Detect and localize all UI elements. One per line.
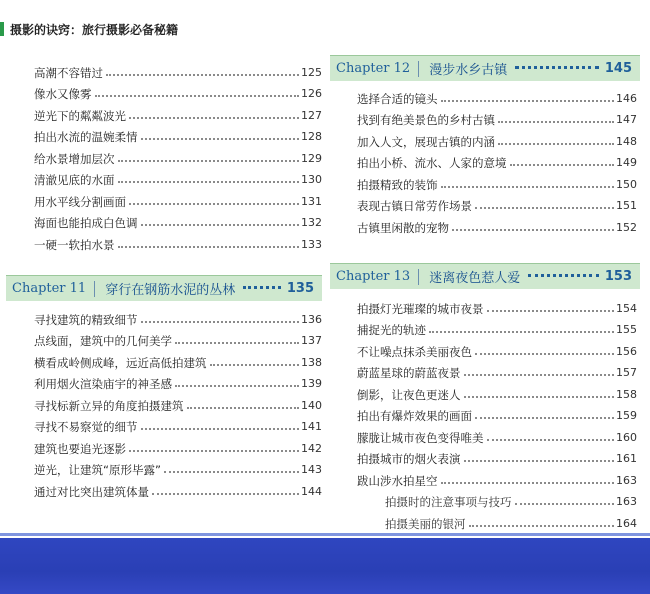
- entry-page-number: 143: [301, 463, 322, 476]
- chapter-title: 迷离夜色惹人爱: [429, 271, 521, 286]
- toc-list-chapter-13: [357, 294, 637, 531]
- entry-title: 跋山涉水拍星空: [357, 473, 438, 488]
- entry-page-number: 147: [616, 113, 637, 126]
- toc-entry[interactable]: [357, 337, 637, 359]
- entry-title: 不让噪点抹杀美丽夜色: [357, 344, 472, 359]
- entry-title: 拍出有爆炸效果的画面: [357, 409, 472, 423]
- leader-dots: [95, 95, 300, 97]
- leader-dots: [441, 186, 615, 188]
- entry-page-number: 137: [301, 334, 322, 347]
- entry-page-number: 131: [301, 194, 322, 208]
- entry-title: 寻找不易察觉的细节: [34, 420, 138, 434]
- page-title: 摄影的诀窍：旅行摄影必备秘籍: [10, 22, 179, 37]
- entry-title: 表现古镇日常劳作场景: [357, 199, 472, 213]
- chapter-title: 漫步水乡古镇: [429, 63, 508, 78]
- entry-page-number: 158: [616, 387, 637, 401]
- entry-title: 清澈见底的水面: [34, 173, 115, 187]
- chapter-page: 135: [286, 281, 314, 296]
- toc-subentry[interactable]: [357, 488, 637, 510]
- chapter-label: Chapter 12: [336, 61, 411, 76]
- entry-title: 朦胧让城市夜色变得唯美: [357, 430, 484, 445]
- entry-page-number: 132: [301, 216, 322, 229]
- entry-page-number: 127: [301, 108, 322, 122]
- leader-dots: [487, 439, 615, 441]
- footer-band: [0, 538, 650, 594]
- leader-dots: [498, 121, 614, 123]
- entry-title: 选择合适的镜头: [357, 91, 438, 106]
- toc-entry[interactable]: [357, 149, 637, 171]
- entry-page-number: 154: [616, 301, 637, 315]
- entry-page-number: 148: [616, 134, 637, 148]
- chapter-13-header[interactable]: [330, 263, 640, 289]
- toc-entry[interactable]: [357, 402, 637, 424]
- leader-dots: [464, 374, 615, 376]
- leader-dots: [498, 143, 614, 145]
- entry-title: 像水又像雾: [34, 87, 92, 101]
- entry-page-number: 133: [301, 237, 322, 251]
- toc-entry[interactable]: [357, 445, 637, 467]
- leader-dots: [475, 417, 614, 419]
- toc-entry[interactable]: [357, 380, 637, 402]
- entry-page-number: 163: [616, 473, 637, 487]
- entry-title: 古镇里闲散的宠物: [357, 220, 449, 235]
- leader-dots: [464, 396, 615, 398]
- entry-page-number: 138: [301, 355, 322, 369]
- entry-title: 逆光，让建筑“原形毕露”: [34, 463, 161, 477]
- toc-entry[interactable]: [34, 434, 322, 456]
- entry-page-number: 163: [616, 495, 637, 508]
- entry-title: 海面也能拍成白色调: [34, 216, 138, 230]
- chapter-separator: [94, 281, 95, 297]
- leader-dots: [452, 229, 614, 231]
- toc-entry[interactable]: [34, 370, 322, 392]
- entry-title: 用水平线分割画面: [34, 194, 126, 209]
- chapter-dots: [243, 286, 281, 289]
- leader-dots: [210, 364, 300, 366]
- leader-dots: [129, 450, 299, 452]
- entry-title: 拍摄城市的烟火表演: [357, 452, 461, 466]
- toc-entry[interactable]: [34, 391, 322, 413]
- toc-entry[interactable]: [357, 192, 637, 214]
- entry-title: 拍摄美丽的银河: [385, 516, 466, 531]
- toc-entry[interactable]: [357, 294, 637, 316]
- toc-entry[interactable]: [34, 327, 322, 349]
- entry-title: 倒影，让夜色更迷人: [357, 387, 461, 402]
- toc-entry[interactable]: [34, 305, 322, 327]
- leader-dots: [441, 482, 615, 484]
- entry-page-number: 164: [616, 516, 637, 530]
- entry-page-number: 161: [616, 452, 637, 465]
- entry-title: 加入人文，展现古镇的内涵: [357, 134, 495, 149]
- toc-entry[interactable]: [34, 209, 322, 231]
- chapter-11-header[interactable]: [6, 275, 322, 301]
- leader-dots: [141, 321, 300, 323]
- leader-dots: [141, 224, 300, 226]
- leader-dots: [175, 385, 299, 387]
- leader-dots: [106, 74, 299, 76]
- entry-title: 给水景增加层次: [34, 151, 115, 166]
- chapter-separator: [418, 61, 419, 77]
- chapter-dots: [528, 274, 599, 277]
- leader-dots: [441, 100, 615, 102]
- footer-rule: [0, 533, 650, 536]
- entry-page-number: 146: [616, 91, 637, 105]
- entry-title: 拍出水流的温婉柔情: [34, 130, 138, 144]
- entry-title: 蔚蓝星球的蔚蓝夜景: [357, 366, 461, 380]
- leader-dots: [469, 525, 615, 527]
- leader-dots: [487, 310, 615, 312]
- toc-entry[interactable]: [34, 187, 322, 209]
- toc-entry[interactable]: [357, 423, 637, 445]
- entry-page-number: 160: [616, 430, 637, 444]
- leader-dots: [129, 203, 299, 205]
- entry-page-number: 130: [301, 173, 322, 186]
- entry-page-number: 150: [616, 177, 637, 191]
- chapter-page: 153: [604, 269, 632, 284]
- entry-title: 寻找标新立异的角度拍摄建筑: [34, 398, 184, 413]
- toc-entry[interactable]: [357, 170, 637, 192]
- toc-entry[interactable]: [357, 127, 637, 149]
- leader-dots: [152, 493, 299, 495]
- entry-title: 找到有绝美景色的乡村古镇: [357, 113, 495, 127]
- entry-page-number: 142: [301, 441, 322, 455]
- entry-title: 通过对比突出建筑体量: [34, 484, 149, 499]
- toc-entry[interactable]: [34, 101, 322, 123]
- toc-entry[interactable]: [34, 80, 322, 102]
- entry-title: 点线面，建筑中的几何美学: [34, 334, 172, 348]
- leader-dots: [464, 460, 615, 462]
- leader-dots: [164, 471, 299, 473]
- leader-dots: [141, 138, 300, 140]
- entry-title: 拍摄时的注意事项与技巧: [385, 495, 512, 509]
- leader-dots: [510, 164, 615, 166]
- entry-page-number: 141: [301, 420, 322, 433]
- toc-entry[interactable]: [357, 466, 637, 488]
- toc-entry[interactable]: [34, 477, 322, 499]
- entry-page-number: 144: [301, 484, 322, 498]
- entry-title: 寻找建筑的精致细节: [34, 312, 138, 327]
- chapter-separator: [418, 269, 419, 285]
- entry-page-number: 157: [616, 366, 637, 379]
- entry-title: 拍摄灯光璀璨的城市夜景: [357, 301, 484, 316]
- entry-title: 一硬一软拍水景: [34, 237, 115, 252]
- entry-title: 建筑也要追光逐影: [34, 441, 126, 456]
- chapter-page: 145: [604, 61, 632, 76]
- toc-list-chapter-12: [357, 84, 637, 235]
- leader-dots: [118, 160, 300, 162]
- leader-dots: [187, 407, 300, 409]
- leader-dots: [175, 342, 299, 344]
- leader-dots: [515, 503, 615, 505]
- leader-dots: [475, 353, 614, 355]
- toc-entry[interactable]: [357, 106, 637, 128]
- leader-dots: [429, 331, 614, 333]
- entry-title: 拍摄精致的装饰: [357, 177, 438, 192]
- entry-title: 逆光下的粼粼波光: [34, 108, 126, 123]
- toc-entry[interactable]: [34, 413, 322, 435]
- header-accent-bar: [0, 22, 4, 36]
- toc-list-chapter-11: [34, 305, 322, 499]
- toc-entry[interactable]: [34, 230, 322, 252]
- leader-dots: [118, 181, 300, 183]
- chapter-dots: [515, 66, 599, 69]
- entry-page-number: 126: [301, 87, 322, 100]
- leader-dots: [475, 207, 614, 209]
- entry-page-number: 156: [616, 344, 637, 358]
- entry-page-number: 149: [616, 156, 637, 169]
- chapter-label: Chapter 11: [12, 281, 87, 296]
- leader-dots: [129, 117, 299, 119]
- page-header: [0, 20, 178, 38]
- entry-page-number: 140: [301, 398, 322, 412]
- entry-title: 高潮不容错过: [34, 65, 103, 80]
- toc-entry[interactable]: [34, 166, 322, 188]
- toc-entry[interactable]: [357, 213, 637, 235]
- entry-title: 拍出小桥、流水、人家的意境: [357, 156, 507, 170]
- chapter-12-header[interactable]: [330, 55, 640, 81]
- entry-page-number: 136: [301, 312, 322, 326]
- leader-dots: [118, 246, 300, 248]
- toc-entry[interactable]: [357, 84, 637, 106]
- entry-page-number: 152: [616, 220, 637, 234]
- entry-page-number: 155: [616, 323, 637, 336]
- toc-entry[interactable]: [34, 58, 322, 80]
- toc-entry[interactable]: [34, 123, 322, 145]
- entry-title: 利用烟火渲染庙宇的神圣感: [34, 377, 172, 391]
- chapter-label: Chapter 13: [336, 269, 411, 284]
- entry-page-number: 139: [301, 377, 322, 390]
- toc-entry[interactable]: [34, 348, 322, 370]
- toc-entry[interactable]: [34, 144, 322, 166]
- entry-title: 横看成岭侧成峰，远近高低拍建筑: [34, 355, 207, 370]
- entry-page-number: 159: [616, 409, 637, 422]
- chapter-title: 穿行在钢筋水泥的丛林: [105, 283, 236, 298]
- toc-entry[interactable]: [357, 316, 637, 338]
- entry-page-number: 128: [301, 130, 322, 143]
- entry-title: 捕捉光的轨迹: [357, 323, 426, 337]
- toc-entry[interactable]: [34, 456, 322, 478]
- toc-subentry[interactable]: [357, 509, 637, 531]
- toc-entry[interactable]: [357, 359, 637, 381]
- entry-page-number: 129: [301, 151, 322, 165]
- entry-page-number: 151: [616, 199, 637, 212]
- entry-page-number: 125: [301, 65, 322, 79]
- leader-dots: [141, 428, 300, 430]
- toc-list-water: [34, 58, 322, 252]
